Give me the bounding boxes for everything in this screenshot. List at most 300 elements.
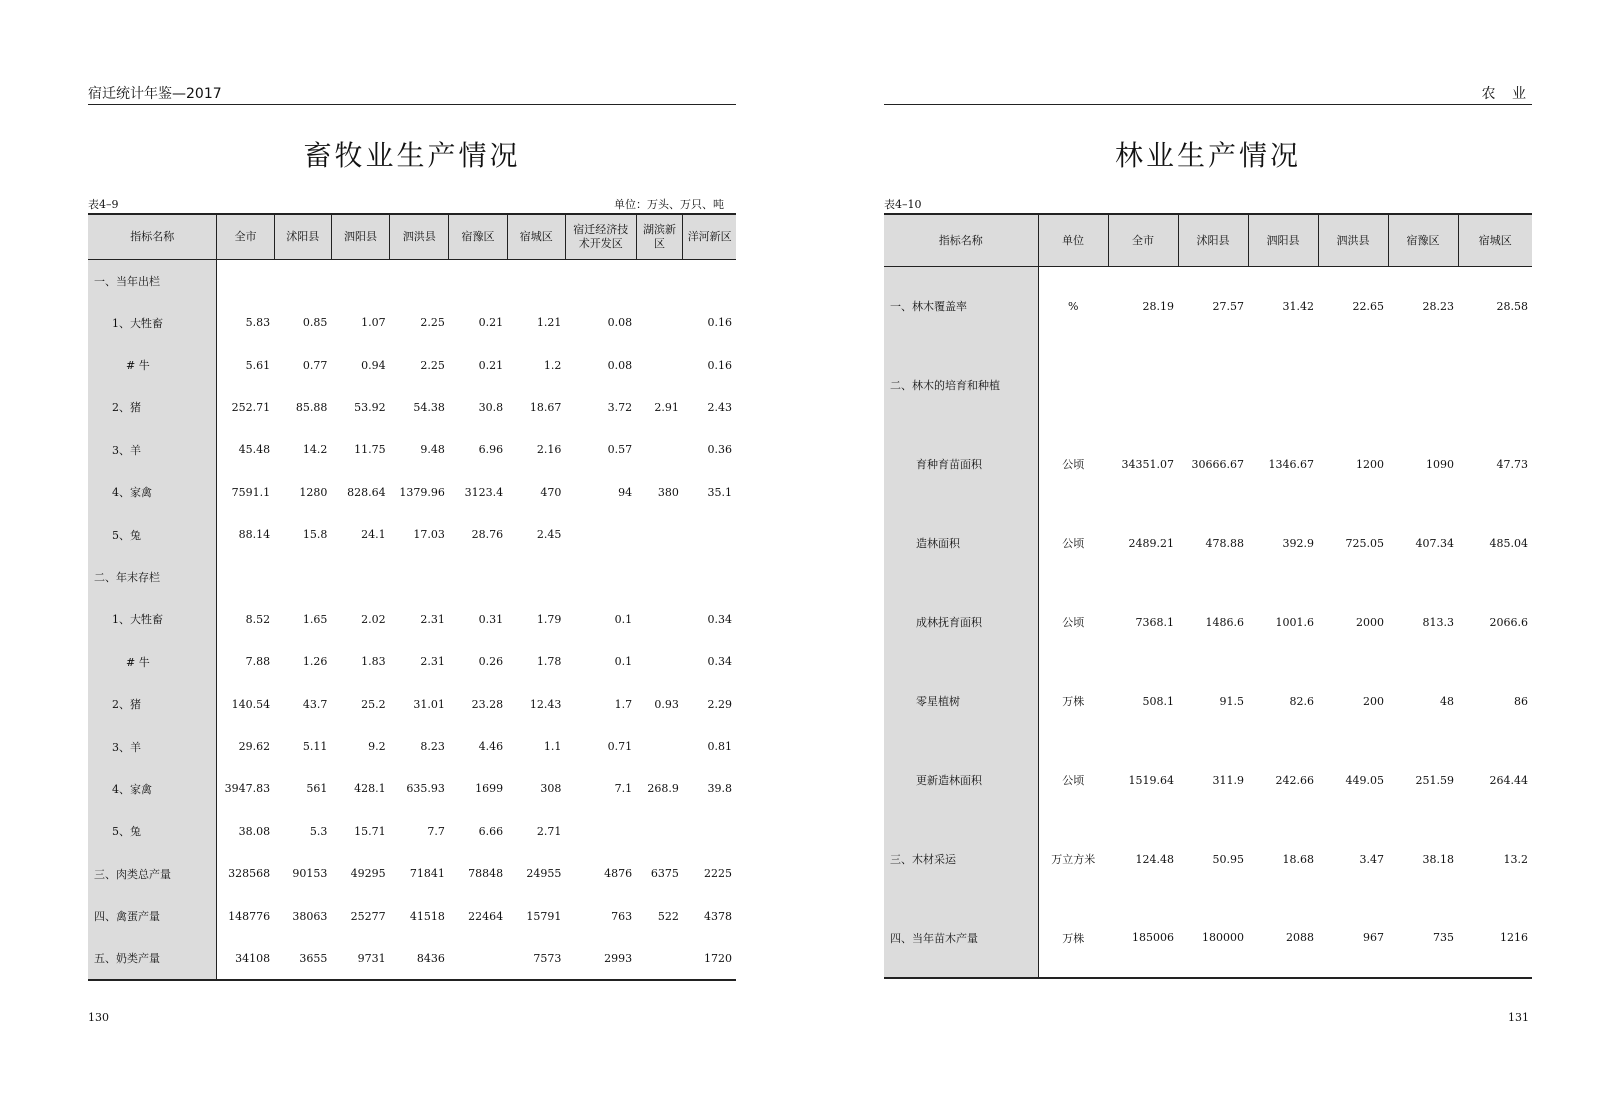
table-cell: 251.59 — [1415, 773, 1454, 787]
table-cell: 1.07 — [361, 316, 386, 330]
table-cell: 407.34 — [1415, 536, 1454, 550]
table-row — [884, 267, 1532, 346]
table-cell: 180000 — [1202, 931, 1244, 944]
table-cell: 31.01 — [413, 697, 445, 711]
table-cell — [636, 937, 683, 979]
table-cell: 6375 — [650, 867, 679, 881]
table-cell: 39.8 — [707, 782, 732, 796]
table-cell: 25277 — [350, 909, 386, 923]
table-cell — [683, 556, 736, 598]
row-unit: 公顷 — [1062, 537, 1085, 550]
table-cell — [565, 556, 636, 598]
table-cell: 1346.67 — [1268, 457, 1314, 471]
table-cell: 8436 — [416, 951, 445, 965]
table-cell: 0.26 — [478, 655, 504, 669]
table-cell: 635.93 — [406, 782, 445, 796]
col-header: 湖滨新区 — [636, 214, 683, 260]
row-unit: % — [1068, 299, 1079, 313]
table-cell: 470 — [540, 485, 562, 499]
row-label: 造林面积 — [884, 504, 1038, 583]
table-cell — [636, 556, 683, 598]
table-cell: 90153 — [292, 867, 328, 881]
table-cell: 3947.83 — [224, 782, 271, 796]
table-number-left: 表4–9 — [88, 198, 119, 211]
row-label: 三、木材采运 — [884, 820, 1038, 899]
table-cell: 2088 — [1286, 931, 1314, 944]
table-cell: 2.25 — [420, 358, 445, 372]
row-unit: 公顷 — [1062, 774, 1085, 787]
table-cell: 428.1 — [354, 782, 386, 796]
col-header: 全市 — [1108, 214, 1178, 267]
table-cell: 11.75 — [354, 443, 386, 457]
table-cell: 45.48 — [238, 443, 271, 457]
table-cell: 5.3 — [309, 824, 328, 838]
table-row — [88, 641, 736, 683]
table-cell: 5.11 — [302, 740, 328, 754]
table-row — [88, 302, 736, 344]
table-cell: 8.23 — [420, 740, 445, 754]
table-cell: 4378 — [704, 909, 732, 923]
running-head-left: 宿迁统计年鉴—2017 — [88, 84, 736, 105]
table-header-row — [884, 214, 1532, 267]
table-row — [88, 471, 736, 513]
table-cell: 1.2 — [543, 358, 562, 372]
table-cell — [331, 556, 389, 598]
row-label: 5、兔 — [88, 513, 217, 555]
table-cell: 4876 — [604, 867, 633, 881]
table-cell — [507, 556, 565, 598]
table-row — [88, 853, 736, 895]
table-cell — [683, 260, 736, 302]
table-cell: 24955 — [526, 867, 562, 881]
table-cell: 0.57 — [607, 443, 633, 457]
table-cell: 9731 — [357, 951, 386, 965]
table-cell: 185006 — [1132, 931, 1174, 944]
table-cell — [331, 260, 389, 302]
row-unit: 万株 — [1062, 695, 1085, 708]
table-cell: 18.67 — [529, 400, 562, 414]
col-header: 泗阳县 — [1248, 214, 1318, 267]
row-label: 零星植树 — [884, 662, 1038, 741]
table-cell: 725.05 — [1345, 536, 1384, 550]
table-cell: 140.54 — [231, 697, 271, 711]
table-meta-left — [88, 196, 724, 210]
table-cell: 242.66 — [1275, 773, 1314, 787]
table-cell: 28.23 — [1422, 299, 1454, 313]
row-label: 五、奶类产量 — [88, 937, 217, 979]
table-cell: 94 — [618, 485, 633, 499]
table-cell: 3.72 — [607, 400, 633, 414]
table-cell — [507, 260, 565, 302]
table-cell: 15791 — [526, 909, 562, 923]
table-cell: 38.08 — [238, 824, 271, 838]
row-label: 4、家禽 — [88, 471, 217, 513]
table-meta-right — [884, 196, 1532, 210]
table-cell: 252.71 — [231, 400, 271, 414]
table-row — [88, 937, 736, 979]
table-cell: 29.62 — [238, 740, 271, 754]
table-cell: 38063 — [292, 909, 328, 923]
table-row — [884, 662, 1532, 741]
table-cell: 54.38 — [413, 400, 445, 414]
table-cell: 0.21 — [478, 358, 504, 372]
table-cell: 1.65 — [302, 612, 328, 626]
table-row — [884, 899, 1532, 978]
table-cell — [565, 810, 636, 852]
table-cell — [217, 260, 274, 302]
row-label: 二、林木的培育和种植 — [884, 346, 1038, 425]
table-cell: 88.14 — [238, 528, 271, 542]
col-header: 宿迁经济技术开发区 — [565, 214, 636, 260]
table-cell — [449, 260, 507, 302]
table-cell: 38.18 — [1422, 852, 1454, 866]
table-cell: 1.26 — [302, 655, 328, 669]
table-cell: 3123.4 — [464, 485, 504, 499]
table-cell — [1108, 346, 1178, 425]
table-cell: 28.58 — [1496, 299, 1528, 313]
table-cell: 1.1 — [543, 740, 562, 754]
col-header: 单位 — [1038, 214, 1108, 267]
table-cell: 2066.6 — [1489, 615, 1528, 629]
table-cell: 30.8 — [478, 400, 504, 414]
table-cell: 23.28 — [471, 697, 504, 711]
table-cell: 48 — [1440, 694, 1454, 708]
table-cell — [449, 937, 507, 979]
table-row — [88, 556, 736, 598]
table-cell: 53.92 — [354, 400, 386, 414]
row-unit: 万株 — [1062, 931, 1085, 945]
table-cell: 508.1 — [1142, 694, 1174, 708]
table-cell: 4.46 — [478, 740, 504, 754]
table-cell: 34108 — [235, 951, 271, 965]
table-cell: 449.05 — [1345, 773, 1384, 787]
row-label: 3、羊 — [88, 725, 217, 767]
table-cell: 91.5 — [1219, 694, 1244, 708]
page-title-right: 林业生产情况 — [1114, 139, 1301, 172]
table-cell: 27.57 — [1212, 299, 1244, 313]
table-cell: 43.7 — [302, 697, 328, 711]
col-header: 全市 — [217, 214, 274, 260]
table-row — [88, 513, 736, 555]
left-page — [0, 0, 804, 1099]
col-header: 沭阳县 — [1178, 214, 1248, 267]
table-cell: 8.52 — [245, 612, 271, 626]
table-cell: 2.16 — [536, 443, 562, 457]
table-cell: 1699 — [475, 782, 504, 796]
row-label: 育种育苗面积 — [884, 425, 1038, 504]
table-row — [88, 895, 736, 937]
table-cell: 7.1 — [614, 782, 633, 796]
table-cell — [636, 302, 683, 344]
col-header: 指标名称 — [884, 214, 1038, 267]
table-row — [884, 741, 1532, 820]
table-row — [88, 344, 736, 386]
table-cell — [636, 725, 683, 767]
table-cell: 1519.64 — [1128, 773, 1174, 787]
table-cell: 30666.67 — [1191, 457, 1244, 471]
row-label: 2、猪 — [88, 683, 217, 725]
table-row — [88, 683, 736, 725]
table-cell: 1216 — [1500, 931, 1528, 944]
page-number-right: 131 — [1508, 1011, 1529, 1024]
table-cell: 561 — [306, 782, 328, 796]
table-cell: 0.31 — [478, 612, 504, 626]
table-row — [88, 598, 736, 640]
table-cell: 86 — [1514, 694, 1528, 708]
table-cell: 2.31 — [420, 655, 445, 669]
table-cell: 0.85 — [302, 316, 328, 330]
table-cell: 31.42 — [1282, 299, 1314, 313]
table-cell: 82.6 — [1289, 694, 1314, 708]
table-cell: 0.1 — [614, 612, 633, 626]
row-label: # 牛 — [88, 641, 217, 683]
table-cell: 3655 — [299, 951, 328, 965]
table-cell: 311.9 — [1212, 773, 1244, 787]
table-cell: 24.1 — [361, 528, 386, 542]
table-row — [884, 425, 1532, 504]
col-header: 洋河新区 — [683, 214, 736, 260]
table-cell: 328568 — [228, 867, 271, 881]
table-cell: 2.25 — [420, 316, 445, 330]
table-cell — [1178, 346, 1248, 425]
table-cell — [636, 641, 683, 683]
page-title-left: 畜牧业生产情况 — [303, 139, 521, 172]
table-cell: 1486.6 — [1205, 615, 1244, 629]
table-cell: 78848 — [468, 867, 504, 881]
table-cell: 2.71 — [536, 824, 562, 838]
table-cell: 50.95 — [1212, 852, 1244, 866]
table-row — [88, 810, 736, 852]
running-head-right: 农 业 — [884, 84, 1532, 105]
table-cell: 5.83 — [245, 316, 271, 330]
table-cell — [274, 260, 331, 302]
table-cell: 47.73 — [1496, 457, 1528, 471]
table-cell: 1.79 — [536, 612, 562, 626]
table-cell — [683, 810, 736, 852]
table-cell — [636, 260, 683, 302]
right-page — [804, 0, 1609, 1099]
table-cell: 1.83 — [361, 655, 386, 669]
table-cell: 0.34 — [707, 612, 732, 626]
table-cell: 5.61 — [245, 358, 271, 372]
row-label: 二、年末存栏 — [88, 556, 217, 598]
table-cell: 0.08 — [607, 316, 633, 330]
table-cell: 6.96 — [478, 443, 504, 457]
table-header-row — [88, 214, 736, 260]
table-cell: 22.65 — [1352, 299, 1384, 313]
table-cell: 0.08 — [607, 358, 633, 372]
page-number-left: 130 — [88, 1011, 109, 1024]
table-cell — [636, 598, 683, 640]
table-cell — [636, 513, 683, 555]
table-row — [88, 386, 736, 428]
table-cell: 15.71 — [354, 824, 386, 838]
row-label: 1、大牲畜 — [88, 598, 217, 640]
table-cell: 0.1 — [614, 655, 633, 669]
table-cell: 7591.1 — [231, 485, 271, 499]
table-cell: 0.21 — [478, 316, 504, 330]
table-row — [884, 583, 1532, 662]
table-cell: 2.29 — [707, 697, 732, 711]
table-cell: 200 — [1363, 694, 1384, 708]
table-cell: 2.45 — [536, 528, 562, 542]
table-unit-left: 单位：万头、万只、吨 — [614, 198, 724, 211]
table-cell: 0.16 — [707, 316, 732, 330]
table-cell: 28.19 — [1142, 299, 1174, 313]
forestry-table — [884, 213, 1532, 979]
table-cell: 13.2 — [1503, 852, 1528, 866]
table-cell: 34351.07 — [1121, 457, 1174, 471]
table-cell: 22464 — [468, 909, 504, 923]
table-cell: 0.81 — [707, 740, 732, 754]
col-header: 泗洪县 — [390, 214, 449, 260]
table-cell: 9.48 — [420, 443, 445, 457]
table-cell: 763 — [611, 909, 633, 923]
row-unit: 公顷 — [1062, 616, 1085, 629]
col-header: 宿城区 — [507, 214, 565, 260]
table-cell: 0.77 — [302, 358, 328, 372]
table-cell — [636, 429, 683, 471]
table-cell: 12.43 — [529, 697, 562, 711]
row-label: 1、大牲畜 — [88, 302, 217, 344]
table-cell — [274, 556, 331, 598]
table-cell: 392.9 — [1282, 536, 1314, 550]
table-cell — [1248, 346, 1318, 425]
table-row — [88, 260, 736, 302]
table-cell: 1379.96 — [399, 485, 445, 499]
table-cell: 15.8 — [302, 528, 328, 542]
table-cell: 2225 — [704, 867, 732, 881]
table-cell — [217, 556, 274, 598]
table-cell: 522 — [657, 909, 679, 923]
table-cell — [1388, 346, 1458, 425]
table-cell: 2993 — [604, 951, 633, 965]
table-cell: 85.88 — [295, 400, 328, 414]
row-label: 4、家禽 — [88, 768, 217, 810]
row-unit: 公顷 — [1062, 458, 1085, 471]
table-row — [884, 346, 1532, 425]
row-label: 成林抚育面积 — [884, 583, 1038, 662]
table-cell — [390, 260, 449, 302]
table-cell: 7368.1 — [1135, 615, 1174, 629]
table-cell: 9.2 — [368, 740, 386, 754]
table-cell — [449, 556, 507, 598]
table-cell: 2.43 — [707, 400, 732, 414]
table-cell: 0.94 — [361, 358, 386, 372]
table-cell — [1458, 346, 1532, 425]
table-cell: 7.7 — [427, 824, 445, 838]
row-label: 2、猪 — [88, 386, 217, 428]
table-cell: 0.71 — [607, 740, 633, 754]
table-cell: 308 — [540, 782, 562, 796]
table-cell: 71841 — [409, 867, 445, 881]
col-header: 宿豫区 — [449, 214, 507, 260]
table-cell: 735 — [1433, 931, 1454, 944]
table-cell: 18.68 — [1282, 852, 1314, 866]
table-cell: 28.76 — [471, 528, 504, 542]
table-cell — [565, 513, 636, 555]
table-cell — [1318, 346, 1388, 425]
col-header: 泗洪县 — [1318, 214, 1388, 267]
livestock-table — [88, 213, 736, 981]
row-label: 一、当年出栏 — [88, 260, 217, 302]
table-cell: 1.7 — [614, 697, 633, 711]
table-cell: 1.78 — [536, 655, 562, 669]
table-cell: 6.66 — [478, 824, 504, 838]
table-row — [884, 820, 1532, 899]
row-label: 三、肉类总产量 — [88, 853, 217, 895]
row-label: # 牛 — [88, 344, 217, 386]
row-label: 四、禽蛋产量 — [88, 895, 217, 937]
table-cell: 7573 — [533, 951, 562, 965]
table-cell: 2489.21 — [1128, 536, 1174, 550]
table-cell: 1090 — [1426, 457, 1454, 471]
table-cell: 967 — [1363, 931, 1384, 944]
table-cell: 148776 — [228, 909, 271, 923]
col-header: 指标名称 — [88, 214, 217, 260]
col-header: 宿城区 — [1458, 214, 1532, 267]
row-label: 5、兔 — [88, 810, 217, 852]
table-cell: 17.03 — [413, 528, 445, 542]
table-number-right: 表4–10 — [884, 198, 922, 211]
table-row — [88, 768, 736, 810]
table-cell: 0.93 — [654, 697, 679, 711]
table-cell: 0.34 — [707, 655, 732, 669]
table-cell: 3.47 — [1359, 852, 1384, 866]
col-header: 泗阳县 — [331, 214, 389, 260]
table-cell: 0.16 — [707, 358, 732, 372]
table-cell: 49295 — [350, 867, 386, 881]
row-unit: 万立方米 — [1051, 853, 1096, 866]
table-cell: 41518 — [409, 909, 445, 923]
table-cell: 813.3 — [1422, 615, 1454, 629]
table-cell: 2.31 — [420, 612, 445, 626]
table-cell: 828.64 — [347, 485, 386, 499]
table-cell: 1720 — [704, 951, 732, 965]
table-cell: 1001.6 — [1275, 615, 1314, 629]
table-cell: 7.88 — [245, 655, 271, 669]
table-cell — [565, 260, 636, 302]
table-cell: 485.04 — [1489, 536, 1528, 550]
table-row — [88, 725, 736, 767]
table-cell: 264.44 — [1489, 773, 1528, 787]
table-cell — [390, 556, 449, 598]
table-cell: 2000 — [1356, 615, 1384, 629]
table-cell: 0.36 — [707, 443, 732, 457]
row-label: 一、林木覆盖率 — [884, 267, 1038, 346]
table-cell: 1.21 — [536, 316, 562, 330]
table-cell: 2.02 — [361, 612, 386, 626]
table-row — [88, 429, 736, 471]
table-cell: 14.2 — [302, 443, 328, 457]
table-cell: 35.1 — [707, 485, 732, 499]
table-cell: 1200 — [1356, 457, 1384, 471]
row-unit — [1038, 346, 1108, 425]
table-cell: 380 — [657, 485, 679, 499]
table-cell: 25.2 — [361, 697, 386, 711]
col-header: 沭阳县 — [274, 214, 331, 260]
row-label: 四、当年苗木产量 — [884, 899, 1038, 978]
table-cell: 2.91 — [654, 400, 679, 414]
table-row — [884, 504, 1532, 583]
row-label: 3、羊 — [88, 429, 217, 471]
table-cell — [683, 513, 736, 555]
row-label: 更新造林面积 — [884, 741, 1038, 820]
table-cell — [636, 810, 683, 852]
table-cell: 478.88 — [1205, 536, 1244, 550]
col-header: 宿豫区 — [1388, 214, 1458, 267]
table-cell: 268.9 — [647, 782, 679, 796]
